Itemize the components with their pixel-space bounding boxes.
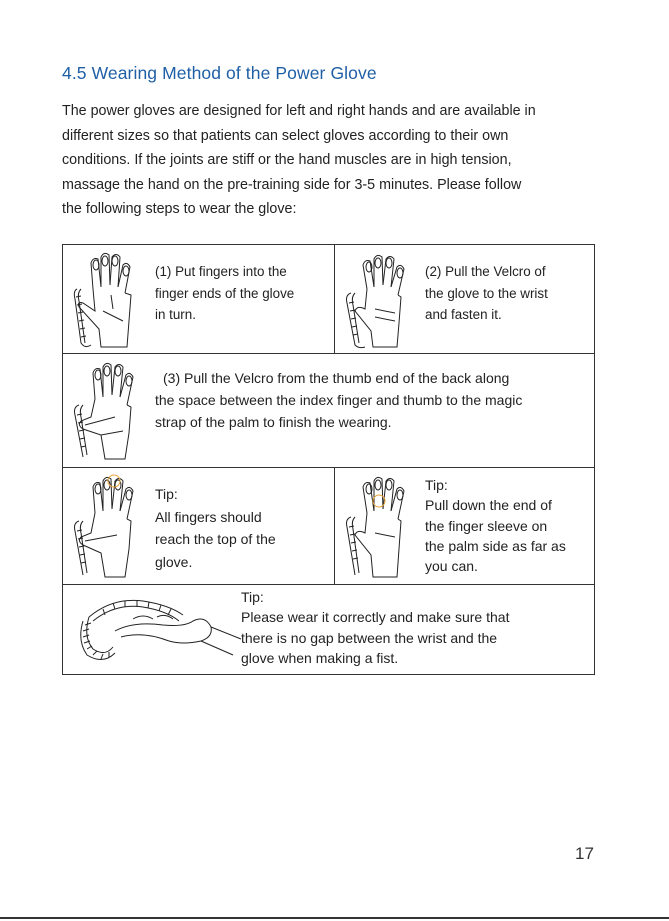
page-number: 17 (575, 844, 594, 863)
tip2-line: you can. (425, 558, 478, 575)
tip2-line: the palm side as far as (425, 537, 566, 554)
row-divider (63, 584, 594, 585)
section-heading: 4.5 Wearing Method of the Power Glove (62, 63, 377, 83)
glove-illustration-step1 (71, 251, 155, 351)
step2-text (425, 261, 593, 326)
glove-illustration-step3 (71, 359, 155, 463)
intro-line: conditions. If the joints are stiff or the hand muscles are in high tension, (62, 152, 512, 169)
tip3-line: Tip: (241, 589, 264, 605)
intro-line: different sizes so that patients can select gloves according to their own (62, 127, 509, 144)
step2-line: (2) Pull the Velcro of (425, 264, 546, 279)
tip2-line: the finger sleeve on (425, 517, 548, 534)
column-divider (334, 467, 335, 584)
tip1-line: All fingers should (155, 508, 262, 525)
step1-text (155, 261, 331, 326)
tip1-line: glove. (155, 553, 193, 570)
intro-line: massage the hand on the pre-training side for 3-5 minutes. Please follow (62, 176, 522, 193)
row-divider (63, 353, 594, 354)
tip3-line: Please wear it correctly and make sure that (241, 609, 510, 626)
tip1-text (155, 483, 331, 573)
step2-line: the glove to the wrist (425, 285, 548, 301)
step1-line: (1) Put fingers into the (155, 264, 287, 279)
glove-illustration-tip2 (341, 473, 425, 581)
step1-line: in turn. (155, 307, 196, 322)
fist-glove-illustration-tip3 (73, 591, 243, 671)
tip2-text (425, 475, 593, 576)
step3-line: strap of the palm to finish the wearing. (155, 414, 392, 430)
step3-text (155, 367, 591, 433)
instruction-table (62, 244, 595, 675)
glove-illustration-step2 (341, 251, 425, 351)
intro-paragraph (62, 99, 607, 222)
step1-line: finger ends of the glove (155, 285, 295, 301)
tip3-line: there is no gap between the wrist and the (241, 629, 498, 646)
step3-line: (3) Pull the Velcro from the thumb end of the back along (163, 370, 510, 386)
intro-line: The power gloves are designed for left and right hands and are available in (62, 103, 536, 119)
tip1-line: Tip: (155, 486, 178, 502)
column-divider (334, 245, 335, 353)
tip1-line: reach the top of the (155, 531, 276, 547)
tip3-text (241, 587, 593, 668)
tip3-line: glove when making a fist. (241, 649, 399, 666)
step3-line: the space between the index finger and thumb to the magic (155, 392, 523, 408)
tip2-line: Pull down the end of (425, 497, 552, 514)
tip2-line: Tip: (425, 477, 448, 493)
glove-illustration-tip1 (71, 473, 155, 581)
footer-divider (0, 917, 669, 919)
step2-line: and fasten it. (425, 307, 502, 322)
intro-line: the following steps to wear the glove: (62, 201, 297, 218)
row-divider (63, 467, 594, 468)
